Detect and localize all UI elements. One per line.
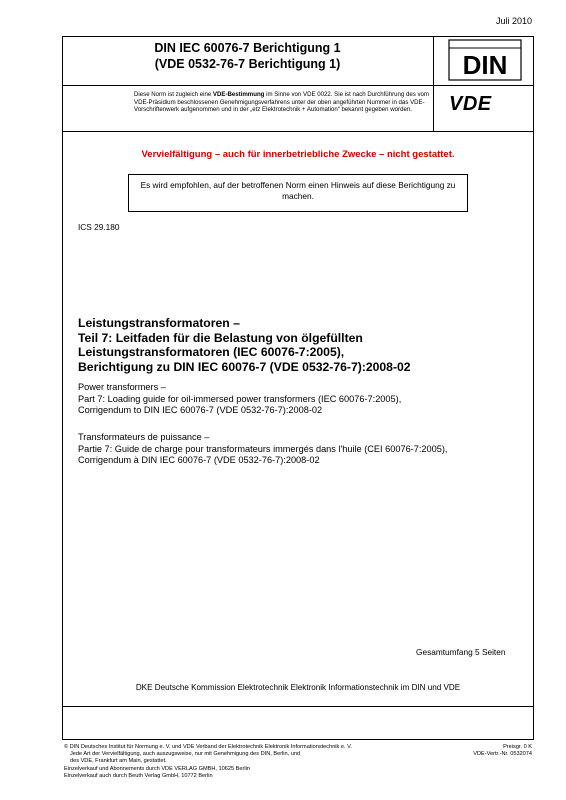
french-title-line: Corrigendum à DIN IEC 60076-7 (VDE 0532-76-7):2008-02 [78,455,320,465]
english-title-line: Part 7: Loading guide for oil-immersed power transformers (IEC 60076-7:2005), [78,393,402,404]
document-title [62,40,433,72]
copy-warning: Vervielfältigung – auch für innerbetriebliche Zwecke – nicht gestattet. [141,149,455,160]
english-title-line: Power transformers – [78,382,166,392]
german-title-line: Teil 7: Leitfaden für die Belastung von ölgefüllten [78,330,363,345]
french-title [78,432,528,467]
notice-bold: VDE-Bestimmung [212,91,265,98]
publication-date: Juli 2010 [495,16,532,26]
footer-line: Jede Art der Vervielfältigung, auch auszugsweise, nur mit Genehmigung des DIN, Berlin, und [70,751,301,758]
vde-contract-number: VDE-Vertr.-Nr. 0532074 [473,751,532,758]
din-logo-icon [447,38,523,82]
english-title [78,382,518,417]
din-logo-text: DIN [462,50,508,80]
notice-text-2: im Sinne von VDE 0022. Sie ist nach Durchführung des vom VDE-Präsidium beschlossenen Genehmigungsverfahrens unter der oben angeführten Nummer in das VDE-Vorschriftenwerk aufgenommen und in der „etz Elektrotechnik + Automation“ bekannt gegeben worden. [134,91,430,114]
german-title-line: Leistungstransformatoren (IEC 60076-7:2005), [78,345,345,359]
vde-logo: VDE [449,93,492,115]
title-line-1: DIN IEC 60076-7 Berichtigung 1 [154,41,341,55]
header-divider [433,36,434,132]
english-title-line: Corrigendum to DIN IEC 60076-7 (VDE 0532-76-7):2008-02 [78,405,323,415]
german-title-line: Leistungstransformatoren – [78,316,240,330]
din-logo [447,38,523,82]
copyright-footer [64,744,484,780]
recommendation-text: Es wird empfohlen, auf der betroffenen Norm einen Hinweis auf diese Berichtigung zu machen. [140,180,456,201]
ics-code: ICS 29.180 [78,222,120,232]
footer-line: des VDE, Frankfurt am Main, gestattet. [70,758,167,765]
footer-line: Einzelverkauf auch durch Beuth Verlag GmbH, 10772 Berlin [64,772,213,779]
dke-line-text: DKE Deutsche Kommission Elektrotechnik Elektronik Informationstechnik im DIN und VDE [135,683,461,692]
german-title-line: Berichtigung zu DIN IEC 60076-7 (VDE 0532-76-7):2008-02 [78,359,411,374]
price-footer [470,744,532,758]
title-line-2: (VDE 0532-76-7 Berichtigung 1) [154,57,341,71]
german-title [78,316,518,374]
footer-line: © DIN Deutsches Institut für Normung e. V. und VDE Verband der Elektrotechnik Elektronik Informationstechnik e. V. [64,744,352,750]
price-group: Preisgr. 0 K [503,744,532,750]
french-title-line: Partie 7: Guide de charge pour transformateurs immergés dans l'huile (CEI 60076-7:2005), [78,443,448,454]
notice-text-1: Diese Norm ist zugleich eine [134,91,213,98]
total-pages: Gesamtumfang 5 Seiten [416,647,506,657]
vde-notice [134,91,430,114]
french-title-line: Transformateurs de puissance – [78,432,210,442]
dke-divider [62,706,534,707]
footer-line: Einzelverkauf und Abonnements durch VDE VERLAG GMBH, 10625 Berlin [64,765,250,772]
